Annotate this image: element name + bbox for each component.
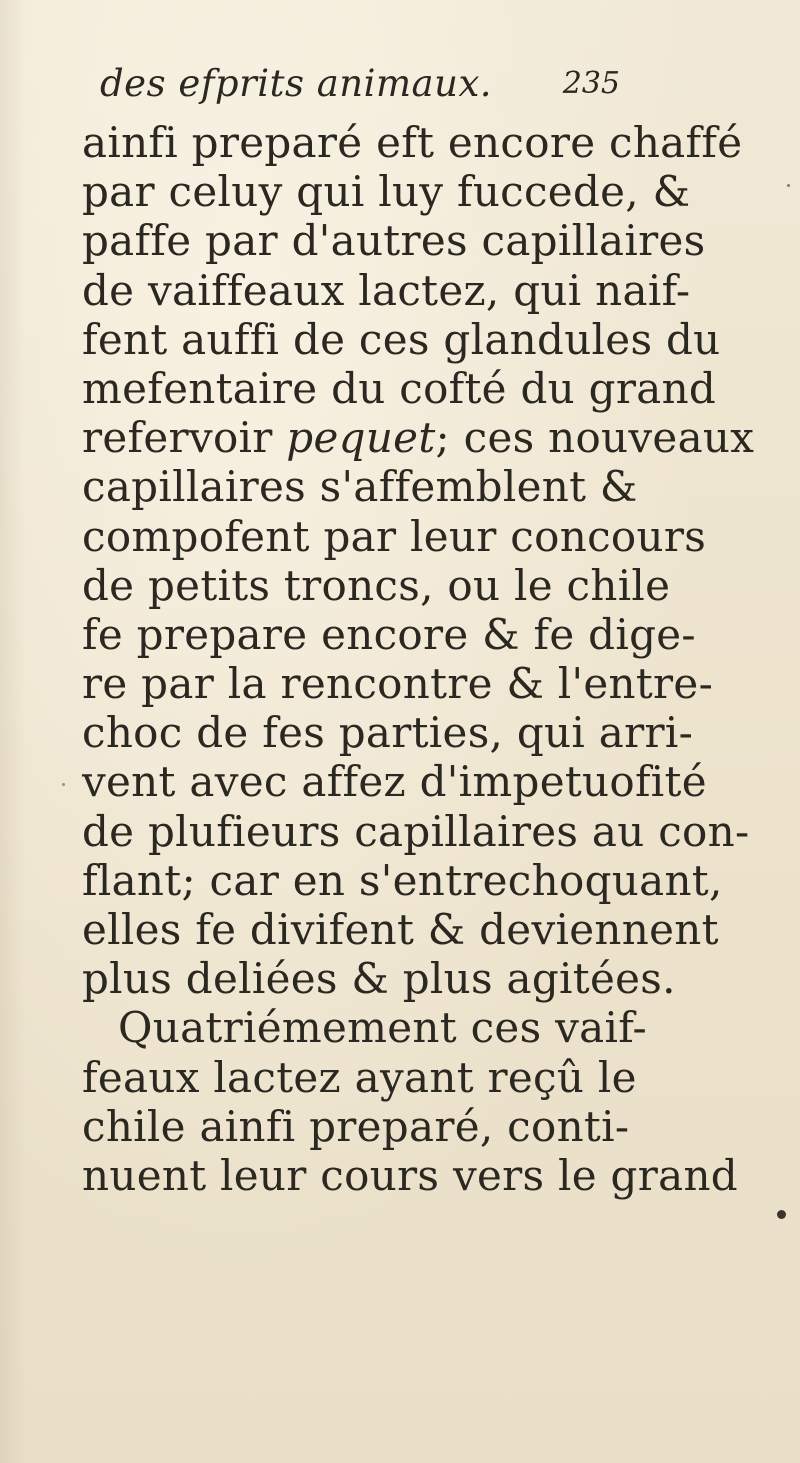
text-line: choc de fes parties, qui arri-: [82, 708, 694, 758]
page-number: 235: [562, 66, 620, 101]
text-line: de petits troncs, ou le chile: [82, 560, 671, 610]
text-line: re par la rencontre & l'entre-: [82, 659, 714, 709]
text-line: [82, 413, 755, 463]
text-line: par celuy qui luy fuccede, &: [82, 167, 691, 217]
paragraph-start-line: Quatriémement ces vaif-: [118, 1003, 648, 1053]
text-line: elles fe divifent & deviennent: [82, 905, 719, 954]
text-line: mefentaire du cofté du grand: [82, 363, 717, 413]
text-line: de vaiffeaux lactez, qui naif-: [82, 265, 691, 315]
text-segment: ; ces nouveaux: [435, 413, 755, 463]
text-line: flant; car en s'entrechoquant,: [82, 855, 723, 905]
text-line: capillaires s'affemblent &: [82, 462, 638, 512]
text-line: fe prepare encore & fe dige-: [82, 609, 696, 659]
text-segment: refervoir: [82, 413, 287, 463]
text-line: ainfi preparé eft encore chaffé: [82, 118, 743, 167]
page-header: [100, 62, 620, 112]
text-line: paffe par d'autres capillaires: [82, 216, 706, 266]
text-line: plus deliées & plus agitées.: [82, 954, 676, 1004]
text-line: compofent par leur concours: [82, 511, 707, 561]
ink-speck: [62, 783, 65, 786]
body-text: [82, 118, 755, 1200]
text-line: feaux lactez ayant reçû le: [82, 1052, 637, 1102]
text-line: vent avec affez d'impetuofité: [82, 757, 707, 807]
text-line: de plufieurs capillaires au con-: [82, 806, 750, 856]
page-gutter-shadow: [0, 0, 26, 1463]
running-title: des efprits animaux.: [100, 62, 493, 105]
text-line: nuent leur cours vers le grand: [82, 1150, 738, 1200]
text-line: fent auffi de ces glandules du: [82, 314, 721, 364]
text-line: chile ainfi preparé, conti-: [82, 1101, 630, 1151]
ink-speck: [787, 184, 790, 187]
italic-term: pequet: [286, 413, 436, 463]
ink-speck: [777, 1210, 786, 1219]
